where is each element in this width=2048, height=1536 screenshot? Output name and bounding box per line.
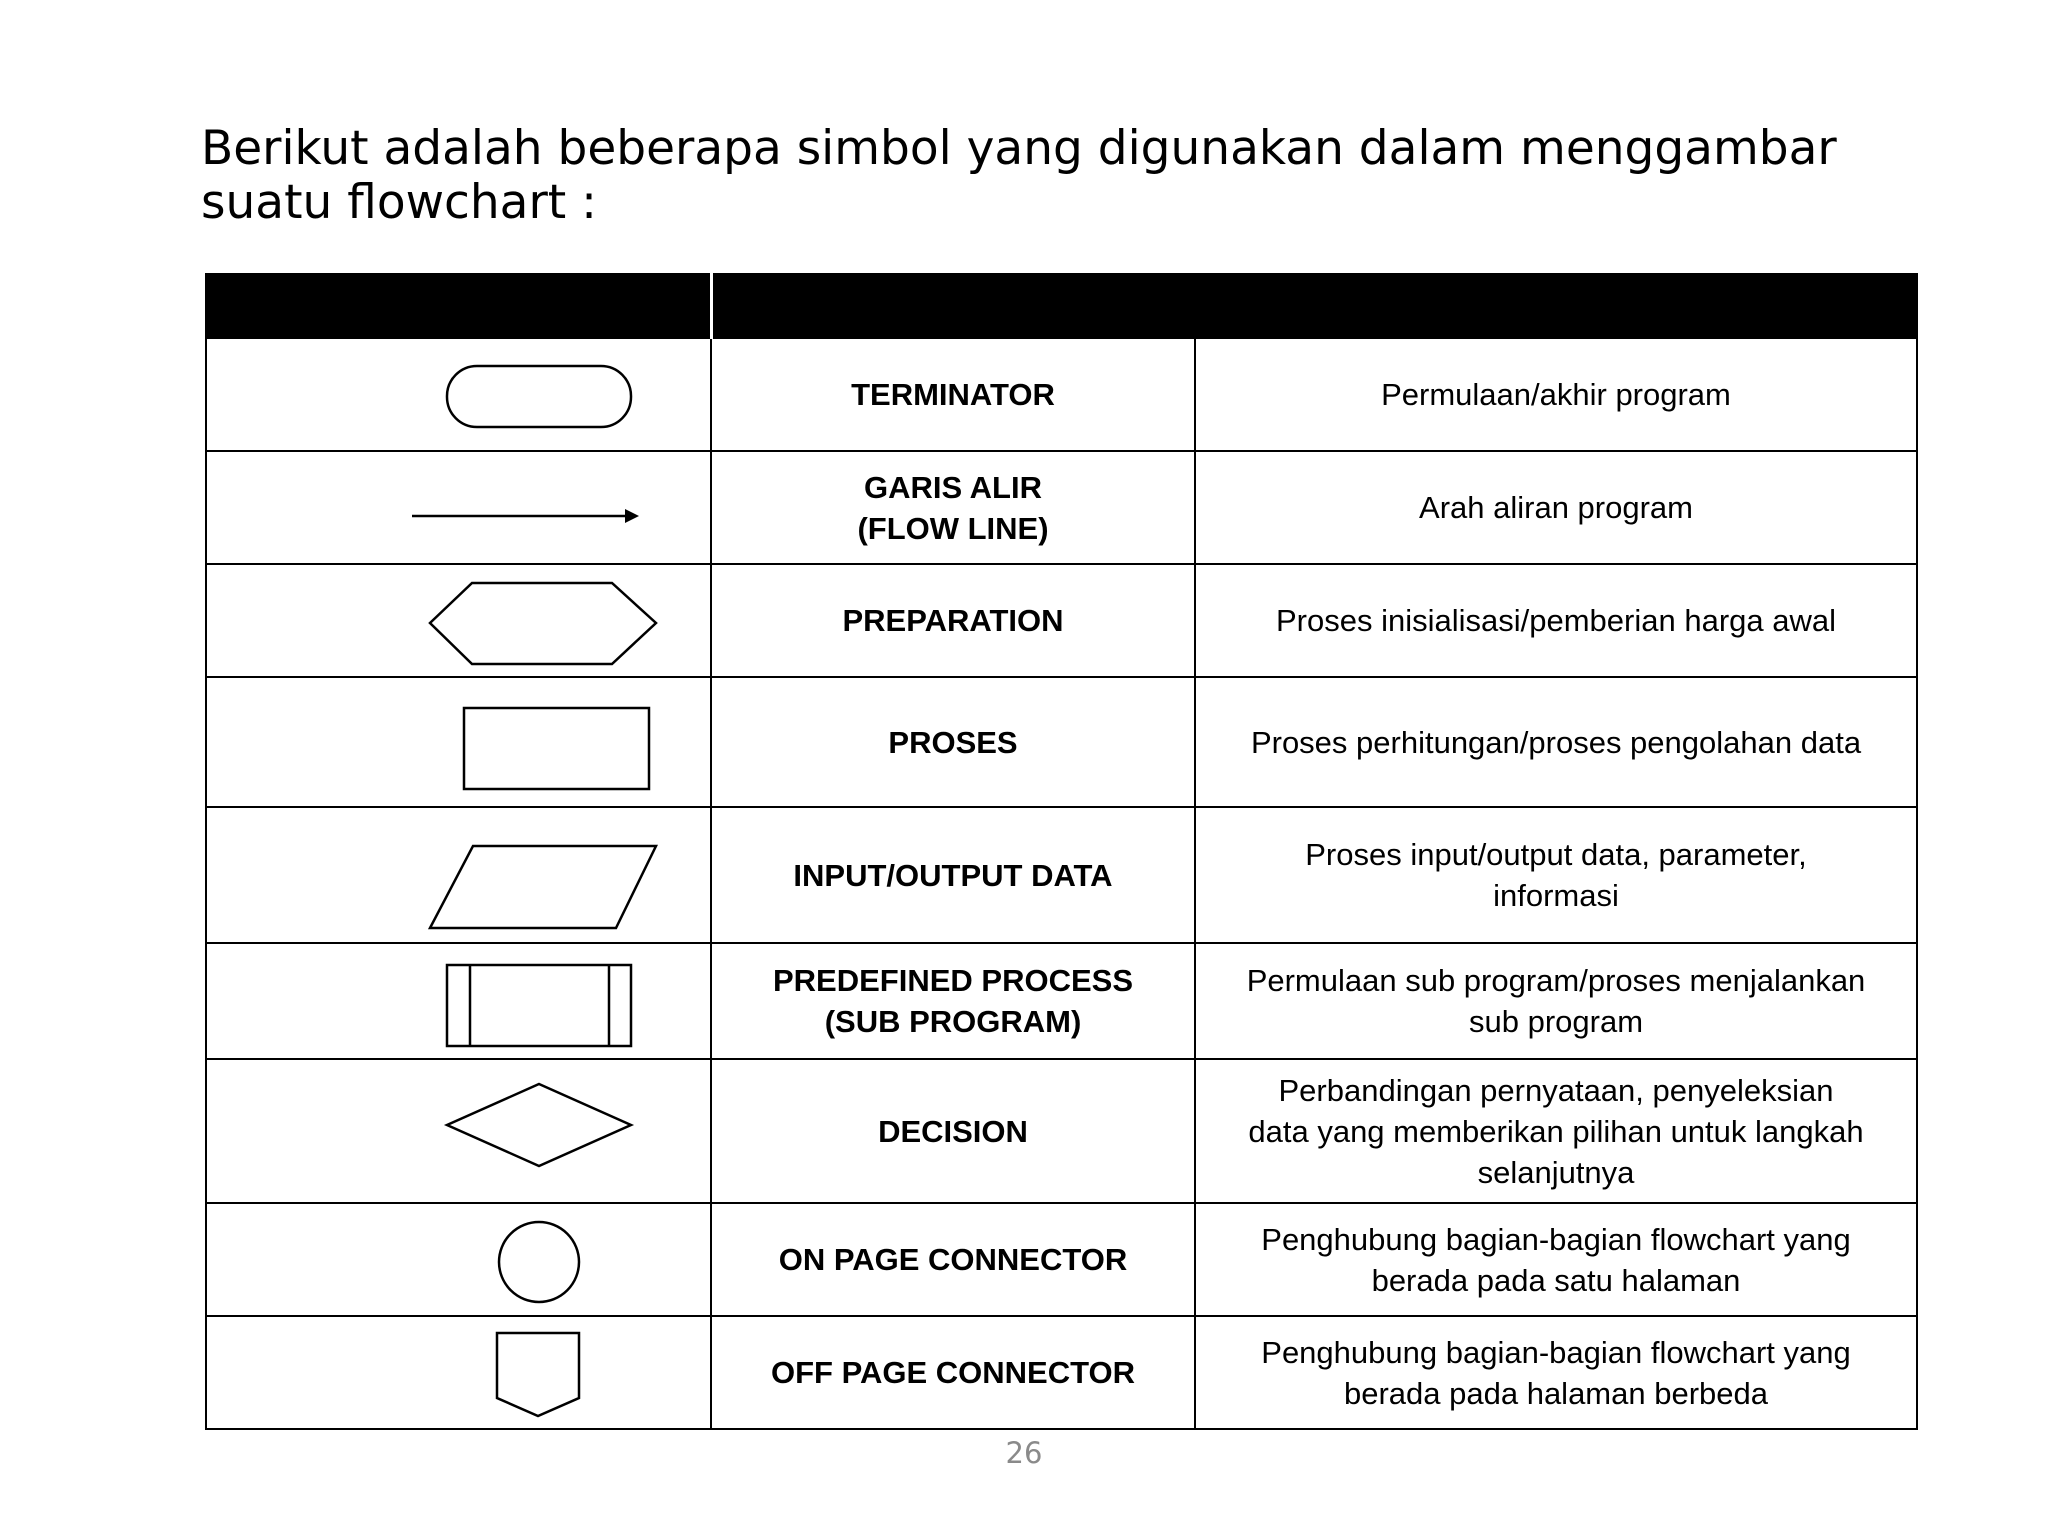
flow-line-arrow-icon: [207, 452, 712, 565]
off-page-connector-icon: [207, 1317, 712, 1430]
table-header: [206, 274, 1917, 338]
symbol-name: TERMINATOR: [711, 338, 1195, 451]
symbol-name: DECISION: [711, 1059, 1195, 1203]
symbol-cell: [206, 1203, 711, 1316]
table-row: [206, 677, 1917, 807]
table-row: [206, 943, 1917, 1059]
header-cell-symbol: [206, 274, 711, 338]
symbol-name: INPUT/OUTPUT DATA: [711, 807, 1195, 943]
symbol-description: Penghubung bagian-bagian flowchart yang berada pada satu halaman: [1195, 1203, 1917, 1316]
table-row: [206, 1203, 1917, 1316]
symbol-description: Proses input/output data, parameter, informasi: [1195, 807, 1917, 943]
table-row: [206, 1059, 1917, 1203]
symbol-cell: [206, 677, 711, 807]
symbol-name: PREDEFINED PROCESS (SUB PROGRAM): [711, 943, 1195, 1059]
symbol-name: ON PAGE CONNECTOR: [711, 1203, 1195, 1316]
symbol-cell: [206, 807, 711, 943]
symbol-name: OFF PAGE CONNECTOR: [711, 1316, 1195, 1429]
flow-line-arrowhead: [625, 509, 639, 523]
flowchart-symbol-table: [205, 273, 1918, 1430]
symbol-name: PROSES: [711, 677, 1195, 807]
symbol-cell: [206, 338, 711, 451]
decision-diamond-icon: [207, 1060, 712, 1204]
input-output-parallelogram-icon: [207, 808, 712, 944]
symbol-cell: [206, 564, 711, 677]
process-rectangle-icon: [207, 678, 712, 808]
table-row: [206, 564, 1917, 677]
symbol-description: Arah aliran program: [1195, 451, 1917, 564]
page-heading: Berikut adalah beberapa simbol yang digunakan dalam menggambar suatu flowchart :: [201, 121, 1837, 230]
symbol-name: PREPARATION: [711, 564, 1195, 677]
symbol-description: Proses inisialisasi/pemberian harga awal: [1195, 564, 1917, 677]
symbol-cell: [206, 451, 711, 564]
table-row: [206, 451, 1917, 564]
header-cell-description: [711, 274, 1917, 338]
symbol-cell: [206, 1316, 711, 1429]
on-page-connector-circle-icon: [207, 1204, 712, 1317]
symbol-description: Perbandingan pernyataan, penyeleksian data yang memberikan pilihan untuk langkah selanjutnya: [1195, 1059, 1917, 1203]
symbol-description: Permulaan sub program/proses menjalankan sub program: [1195, 943, 1917, 1059]
symbol-description: Proses perhitungan/proses pengolahan data: [1195, 677, 1917, 807]
predefined-process-icon: [207, 944, 712, 1060]
symbol-description: Penghubung bagian-bagian flowchart yang berada pada halaman berbeda: [1195, 1316, 1917, 1429]
symbol-cell: [206, 1059, 711, 1203]
terminator-symbol-icon: [207, 339, 712, 452]
symbol-cell: [206, 943, 711, 1059]
table-row: [206, 1316, 1917, 1429]
preparation-hexagon-icon: [207, 565, 712, 678]
symbol-name: GARIS ALIR (FLOW LINE): [711, 451, 1195, 564]
symbol-description: Permulaan/akhir program: [1195, 338, 1917, 451]
table-row: [206, 338, 1917, 451]
page-number: 26: [1005, 1436, 1043, 1470]
table-row: [206, 807, 1917, 943]
